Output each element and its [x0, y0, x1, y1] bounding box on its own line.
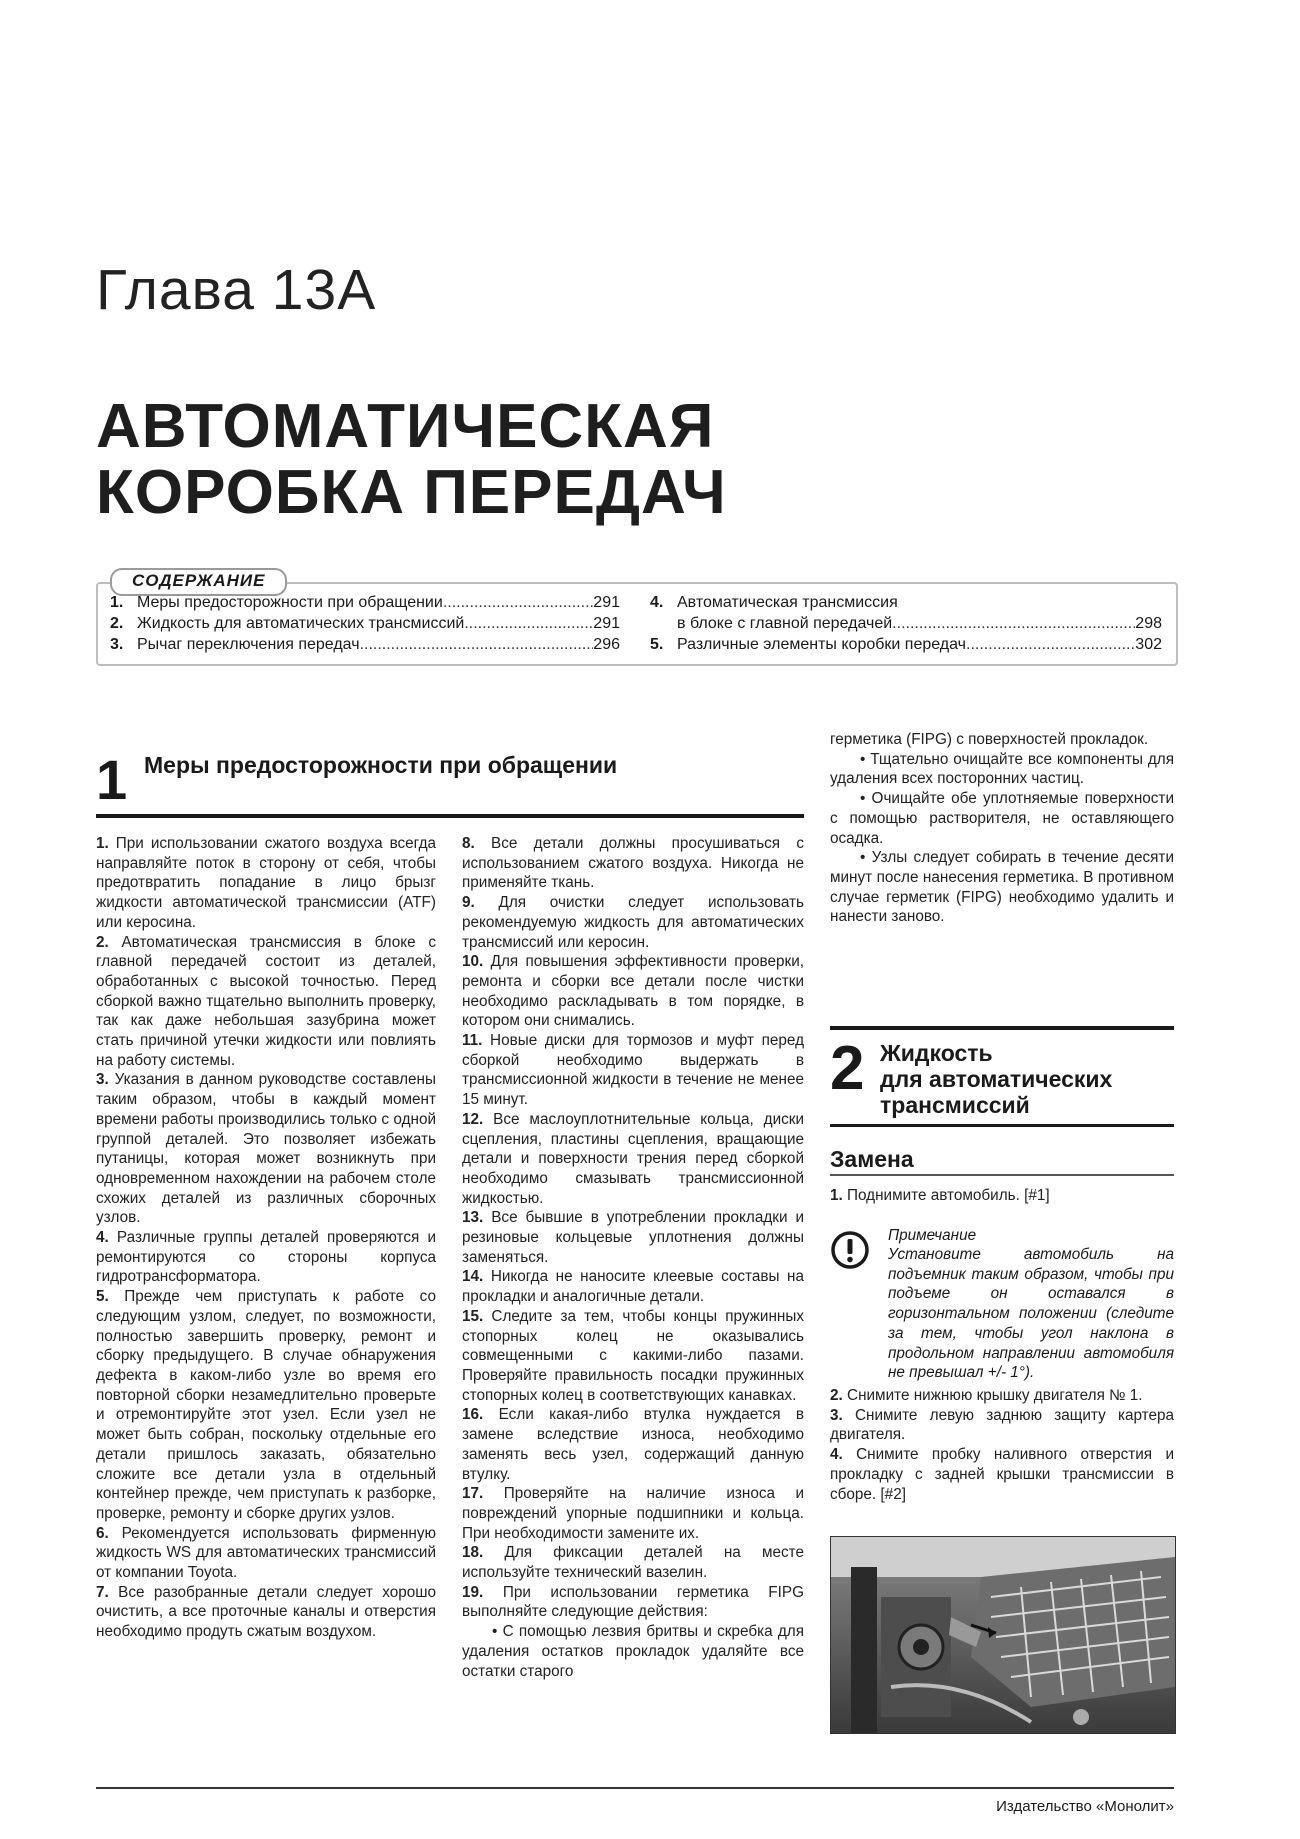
list-item: 2. Снимите нижнюю крышку двигателя № 1. — [830, 1387, 1143, 1404]
list-item: 16. Если какая-либо втулка нуждается в замене вследствие износа, необходимо заменять весь узел, содержащий данную втулку. — [462, 1406, 805, 1483]
section-rule-top — [830, 1026, 1174, 1030]
toc-item-number: 5. — [650, 636, 664, 653]
list-item: 2. Автоматическая трансмиссия в блоке с главной передачей состоит из деталей, обработанных с высокой точностью. Перед сборкой важно тщательно выполнить проверку, так как даже небольшая зазубрина может стать причиной утечки жидкости или повлиять на работу системы. — [96, 933, 436, 1069]
toc-item[interactable] — [110, 592, 620, 613]
list-item: 1. При использовании сжатого воздуха всегда направляйте поток в сторону от себя, чтобы предотвратить попадание в лицо брызг жидкости автоматической трансмиссии (ATF) или керосина. — [96, 835, 437, 931]
subsection-heading: Замена — [830, 1146, 914, 1172]
toc-leader-dots — [443, 592, 593, 613]
list-item: 18. Для фиксации деталей на месте используйте технический вазелин. — [462, 1544, 804, 1582]
text-column-2 — [462, 834, 804, 1681]
list-item: 3. Снимите левую заднюю защиту картера двигателя. — [830, 1406, 1175, 1444]
section-rule — [96, 814, 804, 818]
chapter-label: Глава 13А — [96, 258, 377, 322]
list-item: 4. Снимите пробку наливного отверстия и прокладку с задней крышки трансмиссии в сборе. [#2] — [830, 1446, 1174, 1503]
toc-item-title: Меры предосторожности при обращении — [137, 594, 443, 611]
list-item: 6. Рекомендуется использовать фирменную жидкость WS для автоматических трансмиссий от компании Toyota. — [96, 1524, 436, 1582]
page-title-line-1: АВТОМАТИЧЕСКАЯ — [96, 392, 715, 461]
section-rule-bottom — [830, 1124, 1174, 1127]
list-item: 5. Прежде чем приступать к работе со следующим узлом, следует, по возможности, полностью завершить проверку, ремонт и сборку предыдущего. В случае обнаружения дефекта в каком-либо узле во время его повторной сборки незамедлительно проверьте и отремонтируйте этот узел. Если узел не может быть собран, поскольку отдельные его детали пришлось заказать, обязательно сложите все детали узла в отдельный контейнер прежде, чем приступать к разборке, проверке, ремонту и сборке других узлов. — [96, 1288, 436, 1522]
section-title: Жидкость для автоматических трансмиссий — [880, 1040, 1113, 1118]
paragraph: герметика (FIPG) с поверхностей прокладок. — [830, 731, 1149, 748]
toc-column-right — [650, 592, 1162, 655]
toc-item-page: 291 — [593, 615, 620, 632]
text-column-3 — [830, 730, 1174, 927]
toc-item-page: 302 — [1135, 636, 1162, 653]
toc-item[interactable] — [650, 634, 1162, 655]
exclamation-icon — [830, 1230, 870, 1270]
transmission-photo — [830, 1536, 1176, 1734]
toc-item-number: 3. — [110, 636, 124, 653]
toc-leader-dots — [360, 634, 594, 655]
replacement-step-1: 1. Поднимите автомобиль. [#1] — [830, 1187, 1050, 1204]
list-item: 17. Проверяйте на наличие износа и повреждений упорные подшипники и кольца. При необходимости замените их. — [462, 1485, 805, 1542]
toc-item-number: 2. — [110, 615, 124, 632]
list-item: 7. Все разобранные детали следует хорошо очистить, а все проточные каналы и отверстия необходимо продуть сжатым воздухом. — [96, 1583, 436, 1641]
list-item: 8. Все детали должны просушиваться с использованием сжатого воздуха. Никогда не применяйте ткань. — [462, 835, 805, 892]
toc-leader-dots — [464, 613, 593, 634]
list-item: 19. При использовании герметика FIPG выполняйте следующие действия: — [462, 1583, 804, 1621]
list-item: 14. Никогда не наносите клеевые составы на прокладки и аналогичные детали. — [462, 1268, 805, 1306]
toc-item-title: в блоке с главной передачей — [677, 615, 893, 632]
section-title: Меры предосторожности при обращении — [144, 752, 618, 778]
toc-item-title: Различные элементы коробки передач — [677, 636, 967, 653]
list-item: 10. Для повышения эффективности проверки, ремонта и сборки все детали после чистки необходимо раскладывать в том порядке, в котором они снимались. — [462, 953, 804, 1030]
list-item: 13. Все бывшие в употреблении прокладки и резиновые кольцевые уплотнения должны заменяться. — [462, 1209, 805, 1266]
toc-item-title-line-1: Автоматическая трансмиссия — [677, 594, 898, 611]
bullet-item: • Очищайте обе уплотняемые поверхности с помощью растворителя, не оставляющего осадка. — [830, 790, 1174, 847]
section-number: 1 — [96, 748, 128, 811]
list-item: 15. Следите за тем, чтобы концы пружинных стопорных колец не оказывались совмещенными с какими-либо пазами. Проверяйте правильность посадки пружинных стопорных колец в соответствующих канавках. — [462, 1307, 804, 1404]
page-title — [96, 394, 727, 526]
list-item: 4. Различные группы деталей проверяются и ремонтируются со стороны корпуса гидротрансформатора. — [96, 1229, 436, 1286]
list-item: 12. Все маслоуплотнительные кольца, диски сцепления, пластины сцепления, вращающие детали и поверхности трения перед сборкой необходимо смазывать трансмиссионной жидкостью. — [462, 1110, 805, 1207]
toc-item-title: Жидкость для автоматических трансмиссий — [137, 615, 465, 632]
toc-item[interactable] — [110, 613, 620, 634]
note-text: Установите автомобиль на подъемник таким образом, чтобы при подъеме он оставался в горизонтальном положении (следите за тем, чтобы угол наклона в продольном направлении автомобиля не превышал +/- 1°). — [888, 1246, 1174, 1382]
note-title: Примечание — [888, 1227, 977, 1244]
toc-heading: СОДЕРЖАНИЕ — [110, 568, 287, 596]
toc-item-page: 296 — [593, 636, 620, 653]
page-title-line-2: КОРОБКА ПЕРЕДАЧ — [96, 458, 727, 527]
toc-item-page: 298 — [1135, 615, 1162, 632]
toc-item-page: 291 — [593, 594, 620, 611]
publisher: Издательство «Монолит» — [996, 1798, 1174, 1815]
toc-item-title: Рычаг переключения передач — [137, 636, 360, 653]
toc-item-number: 1. — [110, 594, 124, 611]
bullet-item: • Узлы следует собирать в течение десяти минут после нанесения герметика. В противном случае герметик (FIPG) необходимо удалить и нанести заново. — [830, 849, 1174, 926]
toc-leader-dots — [966, 634, 1135, 655]
list-item: 3. Указания в данном руководстве составлены таким образом, чтобы в каждый момент времени работы производились только с одной группой деталей. Это позволяет избежать путаницы, которая может возникнуть при одновременном нахождении на рабочем столе схожих деталей из различных сборочных узлов. — [96, 1071, 436, 1227]
toc-column-left — [110, 592, 620, 655]
text-column-1 — [96, 834, 436, 1642]
bullet-item: • Тщательно очищайте все компоненты для удаления всех посторонних частиц. — [830, 750, 1174, 788]
toc-item-number: 4. — [650, 594, 664, 611]
list-item: 9. Для очистки следует использовать рекомендуемую жидкость для автоматических трансмиссий или керосин. — [462, 894, 804, 951]
toc-item-continuation[interactable] — [650, 613, 1162, 634]
list-item: 11. Новые диски для тормозов и муфт перед сборкой необходимо выдержать в трансмиссионной жидкости в течение не менее 15 минут. — [462, 1032, 804, 1109]
toc-item[interactable] — [110, 634, 620, 655]
subsection-rule — [830, 1174, 1174, 1176]
section-number: 2 — [830, 1034, 865, 1103]
replacement-steps — [830, 1386, 1174, 1504]
toc-item[interactable] — [650, 592, 1162, 613]
footer-rule — [96, 1787, 1174, 1789]
toc-leader-dots — [892, 613, 1135, 634]
bullet-item: • С помощью лезвия бритвы и скребка для удаления остатков прокладок удаляйте все остатки старого — [462, 1623, 804, 1680]
